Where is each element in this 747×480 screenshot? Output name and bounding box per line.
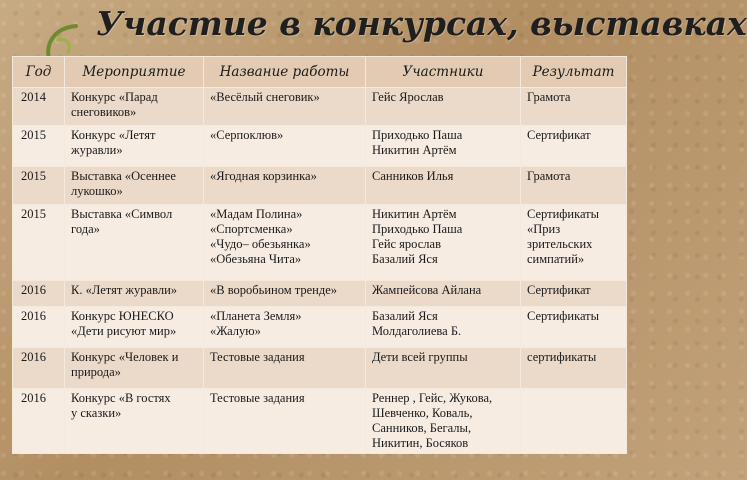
cell-line: Гейс ярослав xyxy=(372,237,441,251)
cell-work xyxy=(204,88,366,126)
cell-line: Конкурс ЮНЕСКО xyxy=(71,309,174,323)
cell-line: «Серпоклюв» xyxy=(210,128,284,142)
cell-participants xyxy=(366,389,521,454)
cell-line: Базалий Яся xyxy=(372,309,438,323)
cell-line: Конкурс «Летят xyxy=(71,128,156,142)
cell-line: Базалий Яся xyxy=(372,252,438,266)
cell-participants xyxy=(366,307,521,348)
table-row xyxy=(13,389,627,454)
cell-participants xyxy=(366,167,521,205)
cell-participants xyxy=(366,88,521,126)
cell-line: Сертификат xyxy=(527,283,591,297)
cell-line: Конкурс «Парад xyxy=(71,90,158,104)
cell-line: Грамота xyxy=(527,90,571,104)
cell-event xyxy=(65,389,204,454)
header-participants: Участники xyxy=(366,57,521,88)
cell-result xyxy=(521,281,627,307)
cell-line: природа» xyxy=(71,365,121,379)
cell-line: Конкурс «В гостях xyxy=(71,391,171,405)
cell-line: «Планета Земля» xyxy=(210,309,302,323)
cell-result xyxy=(521,307,627,348)
cell-work xyxy=(204,205,366,281)
cell-line: Шевченко, Коваль, xyxy=(372,406,473,420)
cell-event xyxy=(65,167,204,205)
cell-participants xyxy=(366,348,521,389)
cell-line: Санников, Бегалы, xyxy=(372,421,472,435)
table-row xyxy=(13,126,627,167)
cell-participants xyxy=(366,126,521,167)
cell-event xyxy=(65,281,204,307)
cell-line: К. «Летят журавли» xyxy=(71,283,178,297)
cell-line: Жампейсова Айлана xyxy=(372,283,482,297)
cell-line: Грамота xyxy=(527,169,571,183)
cell-line: Выставка «Осеннее xyxy=(71,169,176,183)
cell-line: «Ягодная корзинка» xyxy=(210,169,317,183)
cell-line: «Дети рисуют мир» xyxy=(71,324,177,338)
cell-line: Сертификаты xyxy=(527,207,600,221)
cell-year: 2015 xyxy=(13,126,65,167)
table-header-row xyxy=(13,57,627,88)
cell-line: Никитин Артём xyxy=(372,143,457,157)
cell-year: 2014 xyxy=(13,88,65,126)
header-work: Название работы xyxy=(204,57,366,88)
cell-line: Никитин, Босяков xyxy=(372,436,469,450)
cell-line: Гейс Ярослав xyxy=(372,90,444,104)
cell-result xyxy=(521,126,627,167)
cell-result xyxy=(521,389,627,454)
cell-line: Тестовые задания xyxy=(210,391,305,405)
cell-line: «Мадам Полина» xyxy=(210,207,303,221)
cell-participants xyxy=(366,205,521,281)
cell-line: симпатий» xyxy=(527,252,585,266)
cell-line: зрительских xyxy=(527,237,593,251)
cell-line: «Чудо– обезьянка» xyxy=(210,237,311,251)
header-event: Мероприятие xyxy=(65,57,204,88)
cell-line: Приходько Паша xyxy=(372,128,463,142)
cell-line: сертификаты xyxy=(527,350,597,364)
cell-year: 2015 xyxy=(13,205,65,281)
cell-result xyxy=(521,88,627,126)
cell-line: Приходько Паша xyxy=(372,222,463,236)
table-row xyxy=(13,167,627,205)
cell-work xyxy=(204,348,366,389)
cell-line: «Весёлый снеговик» xyxy=(210,90,320,104)
cell-line: «Обезьяна Чита» xyxy=(210,252,302,266)
cell-result xyxy=(521,348,627,389)
cell-line: лукошко» xyxy=(71,184,123,198)
table-row xyxy=(13,205,627,281)
cell-work xyxy=(204,126,366,167)
cell-work xyxy=(204,307,366,348)
cell-event xyxy=(65,348,204,389)
cell-line: «Спортсменка» xyxy=(210,222,293,236)
table-row xyxy=(13,281,627,307)
cell-result xyxy=(521,205,627,281)
cell-participants xyxy=(366,281,521,307)
cell-work xyxy=(204,389,366,454)
cell-line: «Приз xyxy=(527,222,561,236)
cell-result xyxy=(521,167,627,205)
cell-event xyxy=(65,126,204,167)
cell-line: Никитин Артём xyxy=(372,207,457,221)
page-title: Участие в конкурсах, выставках xyxy=(96,4,747,43)
cell-work xyxy=(204,167,366,205)
contest-table xyxy=(12,56,627,454)
cell-event xyxy=(65,88,204,126)
header-result: Результат xyxy=(521,57,627,88)
cell-line: Санников Илья xyxy=(372,169,454,183)
cell-event xyxy=(65,205,204,281)
cell-line: журавли» xyxy=(71,143,123,157)
cell-line: Сертификаты xyxy=(527,309,600,323)
cell-year: 2016 xyxy=(13,281,65,307)
cell-line: года» xyxy=(71,222,100,236)
cell-year: 2016 xyxy=(13,389,65,454)
cell-line: Выставка «Символ xyxy=(71,207,173,221)
cell-work xyxy=(204,281,366,307)
table-row xyxy=(13,348,627,389)
cell-line: Реннер , Гейс, Жукова, xyxy=(372,391,493,405)
header-year: Год xyxy=(13,57,65,88)
cell-year: 2016 xyxy=(13,348,65,389)
cell-year: 2015 xyxy=(13,167,65,205)
cell-line: Молдаголиева Б. xyxy=(372,324,462,338)
cell-line: Конкурс «Человек и xyxy=(71,350,179,364)
cell-event xyxy=(65,307,204,348)
cell-line: «Жалую» xyxy=(210,324,261,338)
cell-line: Дети всей группы xyxy=(372,350,468,364)
table-row xyxy=(13,88,627,126)
cell-line: у сказки» xyxy=(71,406,122,420)
cell-line: Сертификат xyxy=(527,128,591,142)
cell-line: «В воробьином тренде» xyxy=(210,283,338,297)
cell-year: 2016 xyxy=(13,307,65,348)
table-row xyxy=(13,307,627,348)
cell-line: Тестовые задания xyxy=(210,350,305,364)
cell-line: снеговиков» xyxy=(71,105,137,119)
